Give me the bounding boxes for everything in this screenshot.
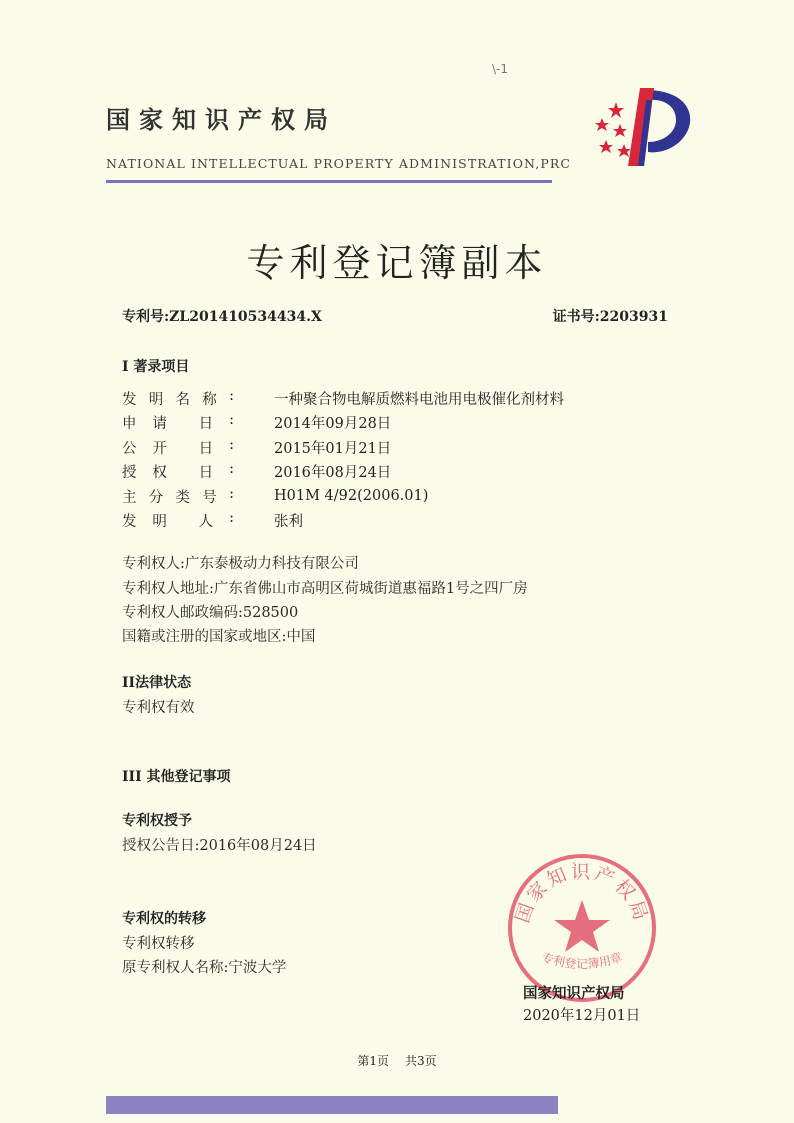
transfer-heading: 专利权的转移 bbox=[122, 911, 206, 927]
original-holder: 原专利权人名称:宁波大学 bbox=[122, 960, 287, 976]
field-label: 申 请 日 : bbox=[122, 412, 234, 433]
patent-holder-address: 专利权人地址:广东省佛山市高明区荷城街道惠福路1号之四厂房 bbox=[122, 581, 528, 597]
section-heading-legal-status: II法律状态 bbox=[122, 675, 192, 691]
field-value: 2016年08月24日 bbox=[274, 465, 392, 482]
section-heading-other-matters: III 其他登记事项 bbox=[122, 769, 231, 785]
certificate-number: 证书号:2203931 bbox=[552, 309, 668, 325]
section-heading-bibliographic: I 著录项目 bbox=[122, 359, 190, 375]
field-row bbox=[122, 386, 564, 411]
page-indicator bbox=[0, 1052, 794, 1069]
field-row bbox=[122, 484, 564, 509]
footer-bar bbox=[106, 1096, 558, 1114]
page-number: 第1页 bbox=[357, 1054, 389, 1068]
patent-number: 专利号:ZL201410534434.X bbox=[122, 309, 322, 325]
field-value: 2015年01月21日 bbox=[274, 440, 392, 457]
agency-name-en: NATIONAL INTELLECTUAL PROPERTY ADMINISTRATION,PRC bbox=[106, 156, 572, 171]
field-label: 授 权 日 : bbox=[122, 461, 234, 482]
field-label: 发 明 人 : bbox=[122, 510, 234, 531]
seal-top-text: 国家知识产权局 bbox=[511, 861, 653, 926]
patent-holder: 专利权人:广东泰极动力科技有限公司 bbox=[122, 556, 359, 572]
field-row bbox=[122, 509, 564, 534]
document-title: 专利登记簿副本 bbox=[246, 241, 548, 285]
grant-date: 授权公告日:2016年08月24日 bbox=[122, 838, 317, 854]
signing-date: 2020年12月01日 bbox=[523, 1008, 641, 1024]
grant-heading: 专利权授予 bbox=[122, 813, 192, 829]
field-row bbox=[122, 460, 564, 485]
field-value: 2014年09月28日 bbox=[274, 416, 392, 433]
svg-text:专利登记簿用章 bbox=[540, 949, 624, 971]
pen-mark: \-1 bbox=[492, 62, 509, 76]
bibliographic-fields bbox=[122, 386, 564, 533]
transfer-type: 专利权转移 bbox=[122, 936, 195, 952]
field-label: 公 开 日 : bbox=[122, 436, 234, 457]
agency-name-cn: 国家知识产权局 bbox=[106, 105, 337, 134]
signing-authority: 国家知识产权局 bbox=[523, 985, 625, 1002]
field-value: H01M 4/92(2006.01) bbox=[274, 488, 429, 505]
page-total: 共3页 bbox=[405, 1054, 437, 1068]
cnipa-logo-icon bbox=[584, 82, 694, 172]
legal-status: 专利权有效 bbox=[122, 700, 195, 716]
field-label: 主 分 类 号 : bbox=[122, 485, 234, 506]
seal-bottom-text: 专利登记簿用章 bbox=[539, 950, 625, 971]
patent-holder-postcode: 专利权人邮政编码:528500 bbox=[122, 605, 299, 621]
field-label: 发 明 名 称 : bbox=[122, 387, 234, 408]
patent-holder-country: 国籍或注册的国家或地区:中国 bbox=[122, 629, 316, 645]
field-row bbox=[122, 411, 564, 436]
field-value: 张利 bbox=[274, 514, 303, 531]
field-value: 一种聚合物电解质燃料电池用电极催化剂材料 bbox=[274, 391, 564, 408]
field-row bbox=[122, 435, 564, 460]
header-rule bbox=[106, 180, 552, 183]
